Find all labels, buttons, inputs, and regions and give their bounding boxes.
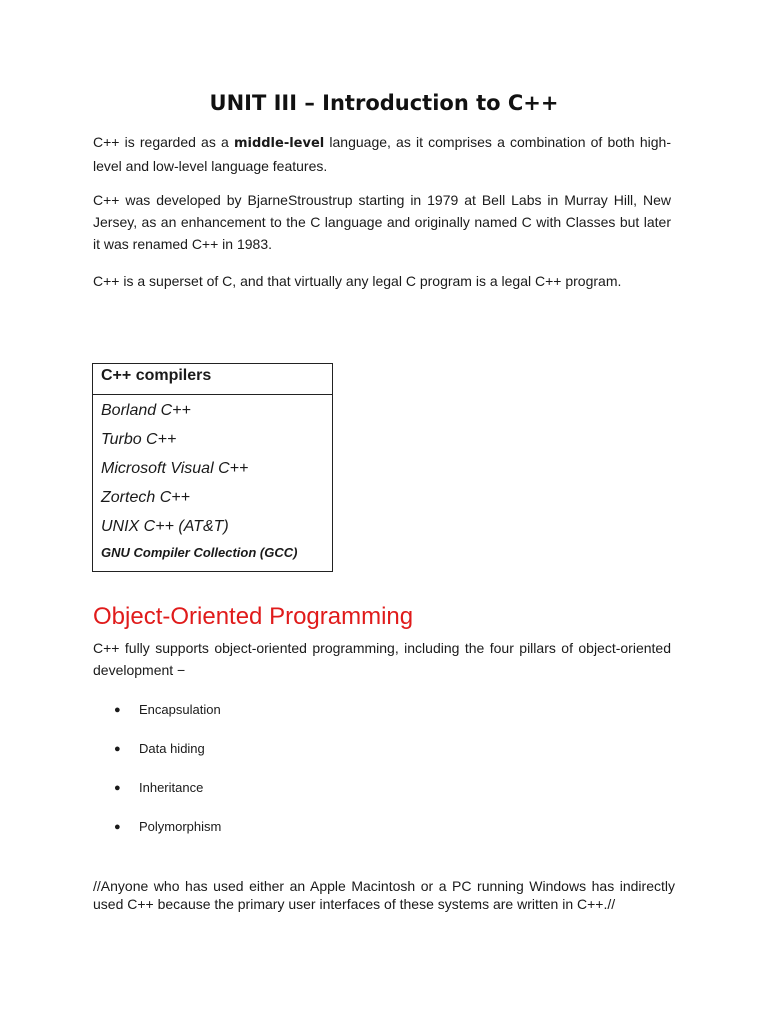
pillar-inheritance: Inheritance xyxy=(139,780,204,795)
pillar-encapsulation: Encapsulation xyxy=(139,702,221,717)
compiler-item-turbo: Turbo C++ xyxy=(101,431,177,448)
bullet-icon: ● xyxy=(114,704,121,716)
compiler-item-microsoft-visual: Microsoft Visual C++ xyxy=(101,460,249,477)
compilers-table-body xyxy=(93,395,332,571)
oop-section-title: Object-Oriented Programming xyxy=(93,603,414,630)
bullet-icon: ● xyxy=(114,743,121,755)
pillar-data-hiding: Data hiding xyxy=(139,741,205,756)
bullet-icon: ● xyxy=(114,782,121,794)
compilers-table xyxy=(92,363,333,572)
page-title: UNIT III – Introduction to C++ xyxy=(209,91,559,115)
compiler-item-zortech: Zortech C++ xyxy=(101,489,190,506)
pillar-polymorphism: Polymorphism xyxy=(139,819,222,834)
compiler-item-unix: UNIX C++ (AT&T) xyxy=(101,518,229,535)
intro-text-end: language, as it comprises a combination of both high-level and low-level language features. xyxy=(93,134,671,174)
windows-note-paragraph: //Anyone who has used either an Apple Macintosh or a PC running Windows has indirectly used C++ because the primary user interfaces of these systems are written in C++.// xyxy=(93,878,675,912)
compiler-item-gcc: GNU Compiler Collection (GCC) xyxy=(101,545,298,560)
bullet-icon: ● xyxy=(114,821,121,833)
compiler-item-borland: Borland C++ xyxy=(101,402,191,419)
intro-paragraph-middle-level xyxy=(93,131,671,177)
oop-intro-paragraph: C++ fully supports object-oriented programming, including the four pillars of object-oriented development − xyxy=(93,640,671,678)
history-paragraph: C++ was developed by BjarneStroustrup starting in 1979 at Bell Labs in Murray Hill, New Jersey, as an enhancement to the C language and originally named C with Classes but later it was renamed C++ in 1983. xyxy=(93,192,671,252)
middle-level-term: middle-level xyxy=(233,136,325,151)
intro-text-start: C++ is regarded as a xyxy=(93,134,234,150)
compilers-table-header: C++ compilers xyxy=(93,364,332,395)
superset-paragraph: C++ is a superset of C, and that virtually any legal C program is a legal C++ program. xyxy=(93,273,622,289)
